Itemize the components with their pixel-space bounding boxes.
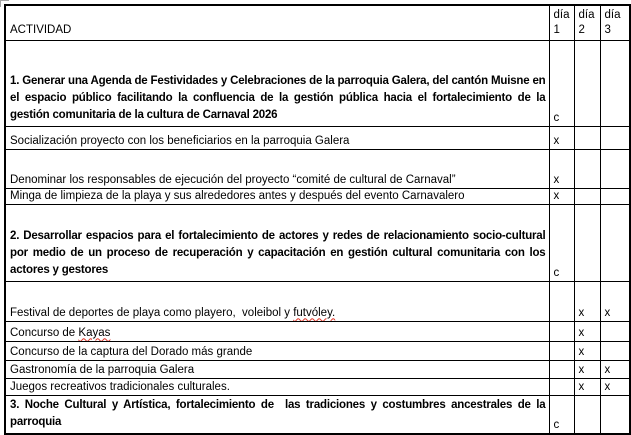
day1-mark: x [553, 189, 560, 202]
day2-mark: x [578, 380, 585, 393]
activity-text: Concurso de la captura del Dorado más grande [10, 345, 253, 358]
day2-header-word: día [578, 8, 595, 21]
table-row [5, 378, 630, 395]
day2-mark: x [578, 306, 585, 319]
activity-cell[interactable] [5, 149, 549, 188]
day2-mark: x [578, 363, 585, 376]
activity-cell[interactable] [5, 204, 549, 281]
day3-cell[interactable] [600, 395, 630, 434]
day3-cell[interactable] [600, 341, 630, 360]
day2-cell[interactable] [574, 395, 600, 434]
day1-mark: c [553, 419, 560, 431]
day1-mark: c [553, 266, 560, 279]
day3-cell[interactable] [600, 378, 630, 395]
day1-cell[interactable] [549, 40, 574, 126]
day3-header-cell[interactable] [600, 5, 630, 40]
activity-text: Socialización proyecto con los beneficiarios en la parroquia Galera [10, 134, 350, 147]
table-row [5, 188, 630, 204]
table-row-objective-1 [5, 40, 630, 126]
day1-cell[interactable] [549, 395, 574, 434]
day3-cell[interactable] [600, 149, 630, 188]
activity-text: Gastronomía de la parroquia Galera [10, 363, 195, 376]
day3-cell[interactable] [600, 126, 630, 149]
day1-cell[interactable] [549, 360, 574, 378]
day3-cell[interactable] [600, 40, 630, 126]
table-row [5, 281, 630, 321]
table-row-objective-3 [5, 395, 630, 434]
activity-text: Juegos recreativos tradicionales culturales. [10, 380, 230, 393]
activity-text: Festival de deportes de playa como playero, voleibol y [10, 306, 294, 319]
activity-text: Concurso de [10, 326, 79, 339]
table-row [5, 360, 630, 378]
activity-cell[interactable] [5, 188, 549, 204]
misspelled-word: Kayas [78, 326, 111, 339]
day3-cell[interactable] [600, 360, 630, 378]
activity-text: 2. Desarrollar espacios para el fortalecimiento de actores y redes de relacionamiento socio-cultural por medio de un proceso de recuperación y capacitación en gestión cultural comunitaria con los actores y gestores [10, 229, 546, 276]
table-row-objective-2 [5, 204, 630, 281]
day2-cell[interactable] [574, 281, 600, 321]
day2-cell[interactable] [574, 378, 600, 395]
table-row [5, 321, 630, 341]
day1-cell[interactable] [549, 281, 574, 321]
day1-cell[interactable] [549, 341, 574, 360]
day3-mark: x [604, 380, 611, 393]
activity-cell[interactable] [5, 281, 549, 321]
activity-cell[interactable] [5, 341, 549, 360]
day1-header-word: día [553, 8, 570, 21]
activity-text: 1. Generar una Agenda de Festividades y Celebraciones de la parroquia Galera, del cantón Muisne en el espacio público facilitando la confluencia de la gestión pública hacia el fortalecimiento de la gestión comunitaria de la cultura de Carnaval 2026 [10, 74, 546, 121]
activity-cell[interactable] [5, 360, 549, 378]
activity-cell[interactable] [5, 126, 549, 149]
activity-text: Minga de limpieza de la playa y sus alrededores antes y después del evento Carnavalero [10, 189, 465, 202]
day1-mark: c [553, 111, 560, 124]
day3-cell[interactable] [600, 281, 630, 321]
day1-header-num: 1 [553, 23, 560, 36]
activity-header-cell[interactable] [5, 5, 549, 40]
table-row [5, 341, 630, 360]
table-row [5, 149, 630, 188]
table-header-row [5, 5, 630, 40]
day2-header-cell[interactable] [574, 5, 600, 40]
day2-header-num: 2 [578, 23, 585, 36]
day2-cell[interactable] [574, 360, 600, 378]
activity-schedule-table [4, 4, 631, 435]
day1-cell[interactable] [549, 321, 574, 341]
day3-header-num: 3 [604, 23, 611, 36]
activity-cell[interactable] [5, 40, 549, 126]
day2-cell[interactable] [574, 126, 600, 149]
day2-cell[interactable] [574, 149, 600, 188]
activity-cell[interactable] [5, 395, 549, 434]
day3-cell[interactable] [600, 188, 630, 204]
day1-mark: x [553, 173, 560, 186]
day3-mark: x [604, 363, 611, 376]
activity-cell[interactable] [5, 321, 549, 341]
day1-cell[interactable] [549, 378, 574, 395]
activity-text: Denominar los responsables de ejecución del proyecto “comité de cultural de Carnaval” [10, 173, 456, 186]
activity-header-label: ACTIVIDAD [10, 23, 72, 36]
activity-text: 3. Noche Cultural y Artística, fortalecimiento de las tradiciones y costumbres ancestrales de la parroquia [10, 399, 546, 428]
day2-cell[interactable] [574, 204, 600, 281]
day1-header-cell[interactable] [549, 5, 574, 40]
activity-cell[interactable] [5, 378, 549, 395]
day3-header-word: día [604, 8, 621, 21]
day1-mark: x [553, 134, 560, 147]
day1-cell[interactable] [549, 126, 574, 149]
day2-mark: x [578, 326, 585, 339]
day1-cell[interactable] [549, 204, 574, 281]
day3-cell[interactable] [600, 204, 630, 281]
misspelled-word: futvóley. [293, 306, 336, 319]
day2-mark: x [578, 345, 585, 358]
day2-cell[interactable] [574, 40, 600, 126]
day3-mark: x [604, 306, 611, 319]
day2-cell[interactable] [574, 188, 600, 204]
day1-cell[interactable] [549, 149, 574, 188]
day2-cell[interactable] [574, 341, 600, 360]
day1-cell[interactable] [549, 188, 574, 204]
day3-cell[interactable] [600, 321, 630, 341]
day2-cell[interactable] [574, 321, 600, 341]
table-row [5, 126, 630, 149]
